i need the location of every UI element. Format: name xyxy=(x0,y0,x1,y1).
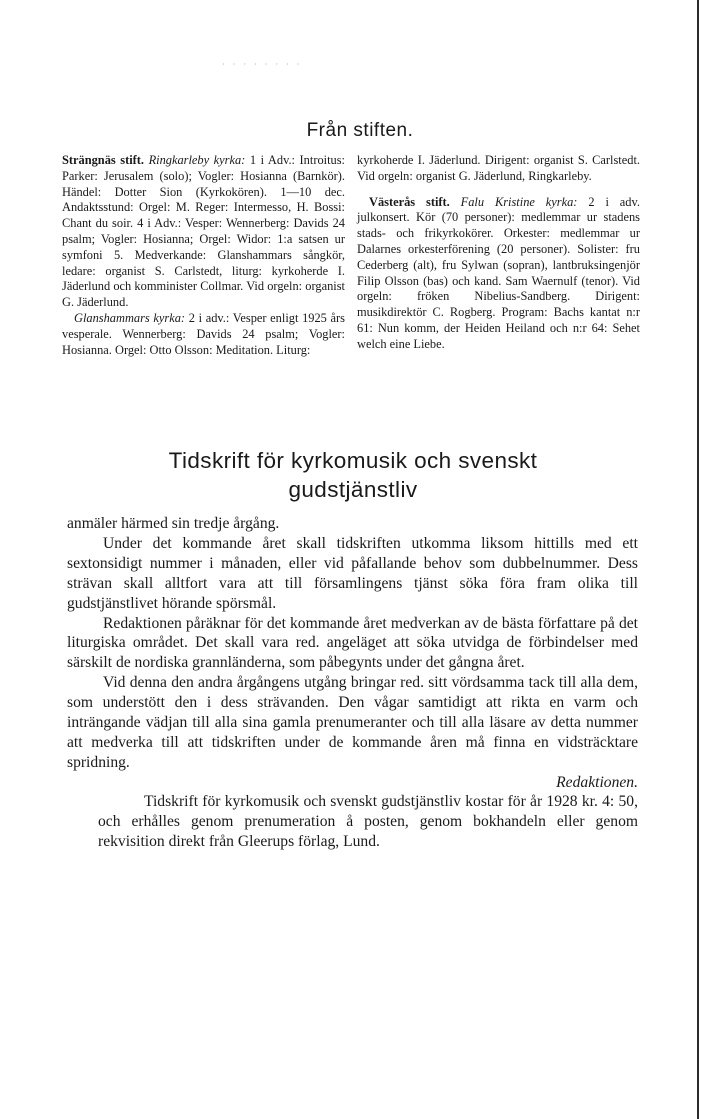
vasteras-heading: Västerås stift. xyxy=(369,194,450,209)
section-title: Från stiften. xyxy=(306,120,414,141)
right-column xyxy=(357,153,640,353)
glanshammar-church: Glanshammars kyrka: xyxy=(74,310,186,325)
page-edge-line xyxy=(697,0,699,1119)
vasteras-entry xyxy=(357,195,640,353)
spacer xyxy=(357,185,640,195)
strangnas-entry xyxy=(62,153,345,311)
strangnas-heading: Strängnäs stift. xyxy=(62,153,144,167)
scan-specks: · · · · · · · · xyxy=(222,60,303,69)
subscription-notice xyxy=(98,792,638,852)
headline-line1: Tidskrift för kyrkomusik och svenskt xyxy=(168,448,538,473)
left-column xyxy=(62,153,345,358)
announcement-para4: Vid denna den andra årgångens utgång bringar red. sitt vördsamma tack till alla dem, som understött den i dess strävanden. Den vågar samtidigt att rikta en varm och inträngande vädjan till alla sina gamla prenumeranter och till alla läsare av detta nummer att medverka till att tidskriften under de kommande åren må finna en vidsträcktare spridning. xyxy=(67,674,638,771)
subscription-text: Tidskrift för kyrkomusik och svenskt gudstjänstliv kostar för år 1928 kr. 4: 50, och erhålles genom prenumeration å posten, genom bokhandeln eller genom rekvisition direkt från Gleerups förlag, Lund. xyxy=(98,793,638,850)
announcement-signature: Redaktionen. xyxy=(556,773,638,791)
right-continuation: kyrkoherde I. Jäderlund. Dirigent: organist S. Carlstedt. Vid orgeln: organist G. Jäderlund, Ringkarleby. xyxy=(357,153,640,183)
announcement-headline xyxy=(100,446,606,504)
vasteras-church: Falu Kristine kyrka: xyxy=(460,194,578,209)
glanshammar-text: 2 i adv.: Vesper enligt 1925 års vesperale. Wennerberg: Davids 24 psalm; Vogler: Hosianna. Orgel: Otto Olsson: Meditation. Liturg: xyxy=(62,310,345,357)
headline-line2: gudstjänstliv xyxy=(288,477,418,502)
glanshammar-entry xyxy=(62,311,345,358)
announcement-para1: anmäler härmed sin tredje årgång. xyxy=(67,515,280,532)
vasteras-text: 2 i adv. julkonsert. Kör (70 personer): medlemmar ur stadens stads- och frikyrkokörer. Orkester: medlemmar ur Dalarnes orkesterförening (20 personer). Solister: fru Cederberg (alt), fru Sylwan (sopran), lantbruksingenjör Filip Olsson (bas) och kand. Sam Waernulf (tenor). Vid orgeln: fröken Nibelius-Sandberg. Dirigent: musikdirektör C. Rogberg. Program: Bachs kantat n:r 61: Nun komm, der Heiden Heiland och n:r 64: Sehet welch eine Liebe. xyxy=(357,194,640,351)
announcement-para3: Redaktionen påräknar för det kommande året medverkan av de bästa författare på det liturgiska området. Det skall vara red. angeläget att söka utvidga de förbindelser med särskilt de nordiska grannländerna, som påbegynts under det gångna året. xyxy=(67,614,638,672)
strangnas-text: 1 i Adv.: Introitus: Parker: Jerusalem (solo); Vogler: Hosianna (Barnkör). Händel: Dotter Sion (Kyrkokören). 1—10 dec. Andaktsstund: Orgel: M. Reger: Intermesso, H. Bossi: Chant du soir. 4 i Adv.: Vesper: Wennerberg: Davids 24 psalm; Vogler: Hosianna; Orgel: Widor: 1:a satsen ur symfoni 5. Medverkande: Glanshammars sångkör, ledare: organist S. Carlstedt, liturg: kyrkoherde I. Jäderlund och komminister Collmar. Vid orgeln: organist G. Jäderlund. xyxy=(62,153,345,310)
announcement-body xyxy=(67,514,638,793)
strangnas-church: Ringkarleby kyrka: xyxy=(148,153,246,167)
announcement-para2: Under det kommande året skall tidskriften utkomma liksom hittills med ett sextonsidigt nummer i månaden, eller vid påfallande behov som dubbelnummer. Dess strävan skall alltfort vara att till församlingens tjänst söka föra fram olika till gudstjänstlivet hörande spörsmål. xyxy=(67,534,638,612)
